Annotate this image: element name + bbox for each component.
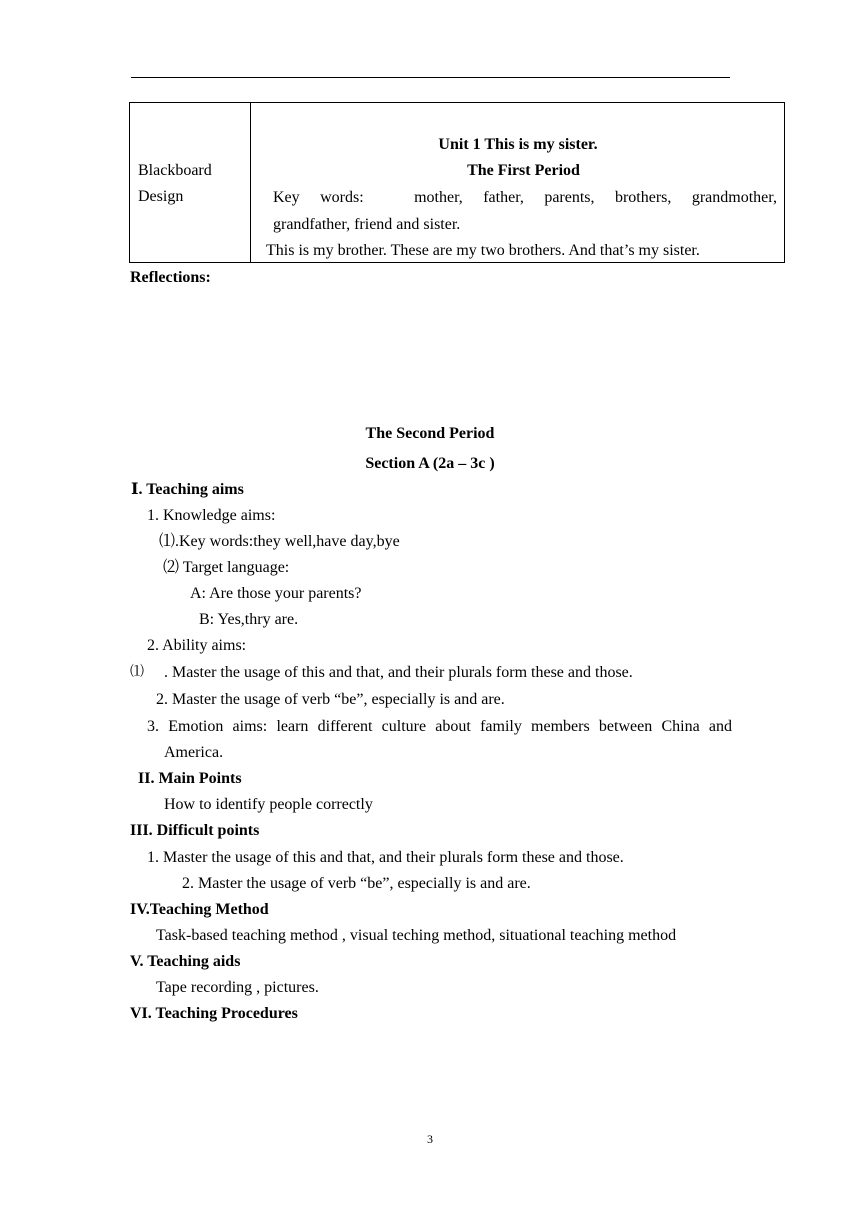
emotion-token: culture xyxy=(381,718,427,735)
difficult-point-2: 2. Master the usage of verb “be”, especially is and are. xyxy=(182,875,531,892)
emotion-token: different xyxy=(317,718,373,735)
table-column-divider xyxy=(250,103,251,262)
section-title: Section A (2a – 3c ) xyxy=(365,455,495,472)
main-points-heading: II. Main Points xyxy=(138,770,242,787)
teaching-aids-heading: V. Teaching aids xyxy=(130,953,241,970)
emotion-token: and xyxy=(708,718,732,735)
emotion-token: Emotion xyxy=(168,718,224,735)
blackboard-sentence: This is my brother. These are my two brothers. And that’s my sister. xyxy=(266,242,700,259)
ability-item-2: 2. Master the usage of verb “be”, especially is and are. xyxy=(156,691,505,708)
emotion-token: about xyxy=(435,718,471,735)
emotion-token: 3. xyxy=(147,718,159,735)
key-word-token: mother, xyxy=(414,189,463,206)
blackboard-key-words-line xyxy=(273,189,777,207)
header-rule xyxy=(131,77,730,78)
key-word-token: Key xyxy=(273,189,300,206)
emotion-token: China xyxy=(661,718,700,735)
blackboard-design-table xyxy=(129,102,785,263)
key-word-token: words: xyxy=(320,189,364,206)
second-period-title: The Second Period xyxy=(365,425,495,442)
ability-item-marker: ⑴ xyxy=(130,665,144,680)
key-word-token: parents, xyxy=(544,189,595,206)
blackboard-key-words-continued: grandfather, friend and sister. xyxy=(273,216,461,233)
emotion-token: between xyxy=(598,718,653,735)
emotion-token: learn xyxy=(276,718,309,735)
knowledge-aims: 1. Knowledge aims: xyxy=(147,507,276,524)
emotion-token: family xyxy=(480,718,522,735)
teaching-aims-heading: Ⅰ. Teaching aims xyxy=(131,481,244,498)
blackboard-label-line1: Blackboard xyxy=(138,162,212,179)
difficult-point-1: 1. Master the usage of this and that, and their plurals form these and those. xyxy=(147,849,624,866)
dialog-line-b: B: Yes,thry are. xyxy=(199,611,299,628)
key-word-token: brothers, xyxy=(614,189,672,206)
teaching-procedures-heading: VI. Teaching Procedures xyxy=(130,1005,298,1022)
emotion-aims-line xyxy=(147,718,732,736)
page-number: 3 xyxy=(427,1132,433,1146)
emotion-aims-continued: America. xyxy=(164,744,224,761)
ability-aims: 2. Ability aims: xyxy=(147,637,247,654)
blackboard-unit-title: Unit 1 This is my sister. xyxy=(438,136,598,153)
teaching-method-text: Task-based teaching method , visual teching method, situational teaching method xyxy=(156,927,677,944)
target-language-label: ⑵ Target language: xyxy=(163,559,290,576)
blackboard-period-title: The First Period xyxy=(467,162,580,179)
difficult-points-heading: III. Difficult points xyxy=(130,822,260,839)
blackboard-label-line2: Design xyxy=(138,188,184,205)
key-word-token: father, xyxy=(483,189,524,206)
ability-item-1: . Master the usage of this and that, and their plurals form these and those. xyxy=(164,664,633,681)
teaching-aids-text: Tape recording , pictures. xyxy=(156,979,319,996)
teaching-method-heading: IV.Teaching Method xyxy=(130,901,269,918)
key-word-token: grandmother, xyxy=(691,189,777,206)
emotion-token: members xyxy=(531,718,590,735)
reflections-label: Reflections: xyxy=(130,269,211,286)
dialog-line-a: A: Are those your parents? xyxy=(190,585,362,602)
emotion-token: aims: xyxy=(232,718,268,735)
key-words-item: ⑴.Key words:they well,have day,bye xyxy=(159,533,400,550)
main-points-text: How to identify people correctly xyxy=(164,796,373,813)
